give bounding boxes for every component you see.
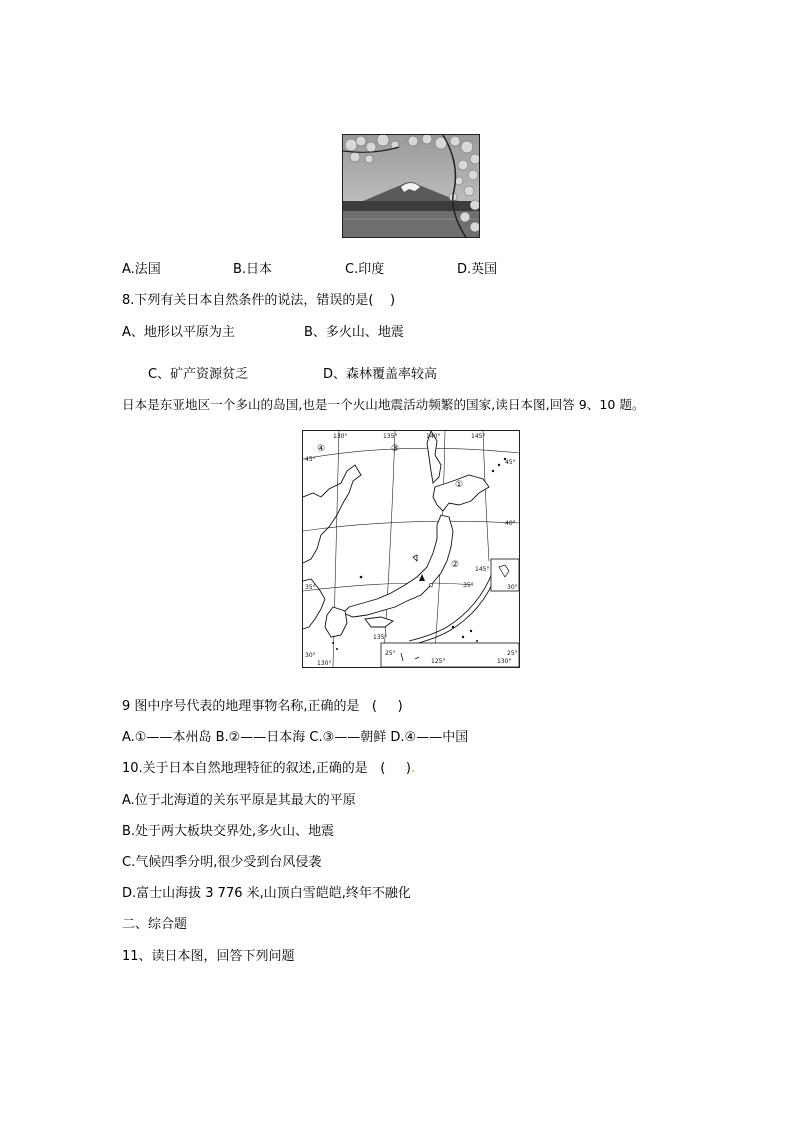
lat-label-45-left: 45° (305, 456, 316, 463)
q10-stem-text: 10.关于日本自然地理特征的叙述,正确的是 ( ) (122, 761, 412, 776)
lon-label-bottom-130-inset: 130° (497, 658, 512, 665)
q8-stem: 8.下列有关日本自然条件的说法，错误的是( ) (122, 293, 396, 308)
q10-option-d: D.富士山海拔 3 776 米,山顶白雪皑皑,终年不融化 (122, 886, 411, 901)
lat-label-45-right: 45° (505, 459, 516, 466)
lat-label-30-inset: 30° (507, 584, 518, 591)
q7-option-b: B.日本 (233, 262, 273, 277)
lon-label-bottom-135: 135° (373, 634, 388, 641)
mount-fuji-photo (342, 134, 480, 238)
japan-map (302, 430, 520, 668)
map-marker-4: ④ (317, 444, 326, 454)
lat-label-35-right: 35° (463, 582, 474, 589)
q9-stem: 9 图中序号代表的地理事物名称,正确的是 ( ) (122, 699, 403, 714)
lon-label-top-135: 135° (383, 433, 398, 440)
lon-label-bottom-125: 125° (431, 658, 446, 665)
lon-label-top-145: 145° (471, 433, 486, 440)
q8-option-b: B、多火山、地震 (304, 325, 404, 340)
lon-label-top-130: 130° (333, 433, 348, 440)
mount-fuji-image (343, 135, 480, 238)
map-marker-2: ② (451, 560, 460, 570)
q8-option-a: A、地形以平原为主 (122, 325, 235, 340)
q11-stem: 11、读日本图，回答下列问题 (122, 949, 295, 964)
q7-option-d: D.英国 (457, 262, 498, 277)
japan-map-drawing (303, 431, 519, 667)
q10-stem (122, 757, 415, 776)
q7-option-c: C.印度 (345, 262, 385, 277)
q7-option-a: A.法国 (122, 262, 161, 277)
map-marker-1: ① (455, 480, 464, 490)
q8-option-c: C、矿产资源贫乏 (148, 367, 249, 382)
q9-options: A.①——本州岛 B.②——日本海 C.③——朝鲜 D.④——中国 (122, 730, 469, 745)
lat-label-35-left: 35° (305, 584, 316, 591)
lat-label-40: 40° (505, 520, 516, 527)
lat-label-25-left: 25° (385, 650, 396, 657)
q10-dot: . (411, 761, 416, 776)
map-marker-3: ③ (391, 444, 400, 454)
inset-lon-label: 145° (475, 566, 490, 573)
lon-label-bottom-130: 130° (317, 660, 332, 667)
q10-option-a: A.位于北海道的关东平原是其最大的平原 (122, 793, 356, 808)
lat-label-25-right: 25° (507, 650, 518, 657)
passage-intro: 日本是东亚地区一个多山的岛国,也是一个火山地震活动频繁的国家,读日本图,回答 9、10 题。 (122, 397, 645, 412)
lat-label-30-left: 30° (305, 652, 316, 659)
section-heading: 二、综合题 (122, 917, 188, 932)
q10-option-b: B.处于两大板块交界处,多火山、地震 (122, 824, 335, 839)
lon-label-top-140: 140° (426, 433, 441, 440)
q8-option-d: D、森林覆盖率较高 (323, 367, 438, 382)
q10-option-c: C.气候四季分明,很少受到台风侵袭 (122, 855, 322, 870)
